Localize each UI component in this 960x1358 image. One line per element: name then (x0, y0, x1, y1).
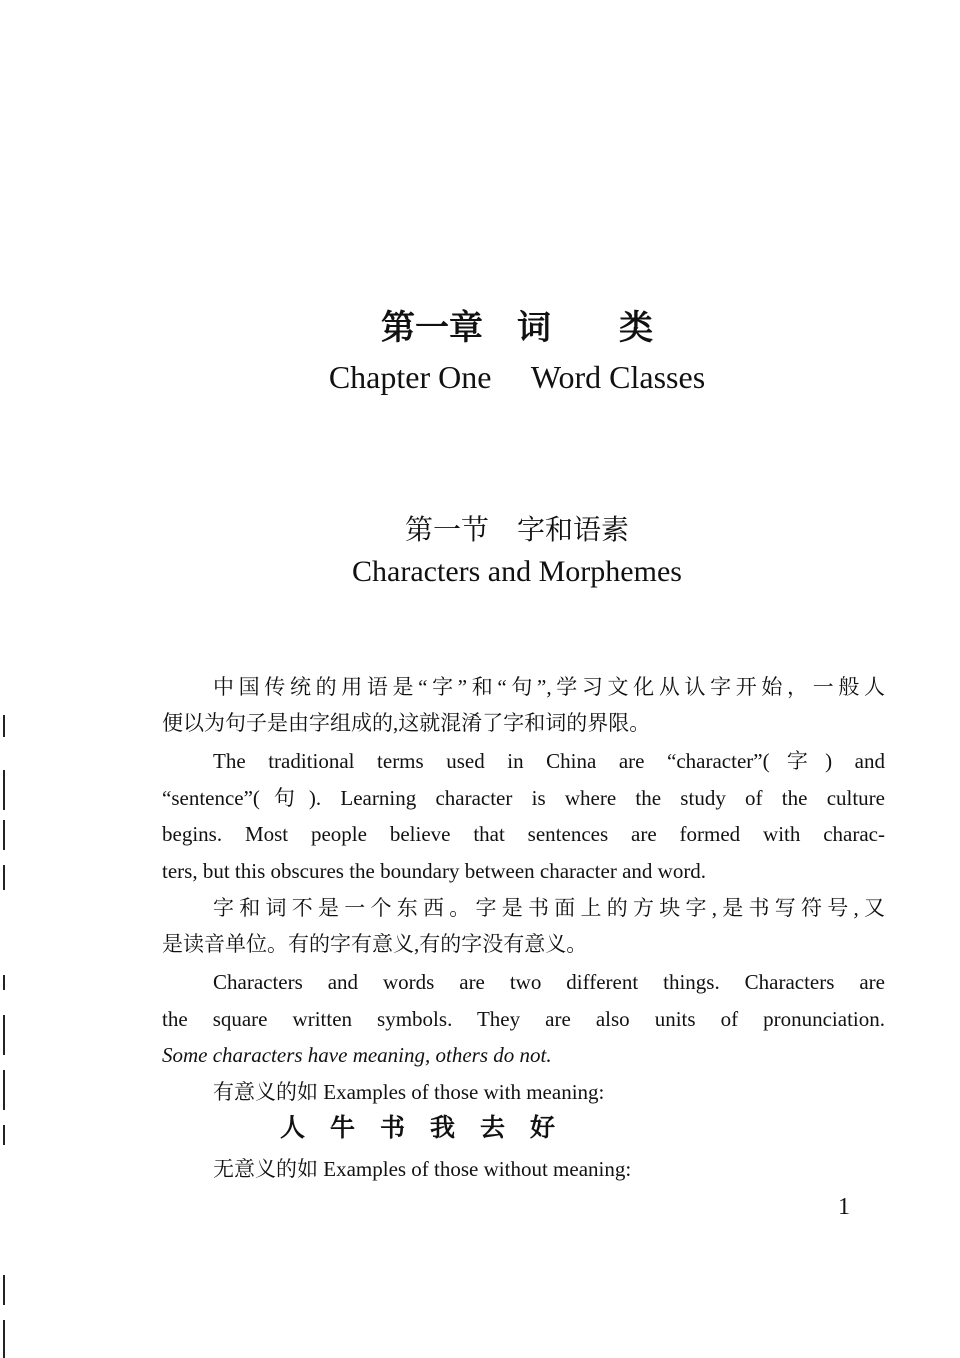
paragraph-line: 无意义的如 Examples of those without meaning: (213, 1157, 632, 1181)
scan-margin-mark (3, 770, 5, 810)
paragraph-line: Some characters have meaning, others do not. (162, 1043, 552, 1067)
scan-margin-mark (3, 975, 5, 990)
paragraph-line: 字和词不是一个东西。字是书面上的方块字,是书写符号,又 (213, 896, 885, 920)
scan-margin-mark (3, 1070, 5, 1110)
section-title-zh: 第一节 字和语素 (404, 515, 629, 546)
scan-margin-mark (3, 865, 5, 890)
scan-margin-mark (3, 715, 5, 737)
scan-margin-mark (3, 1275, 5, 1305)
paragraph-line: 便以为句子是由字组成的,这就混淆了字和词的界限。 (162, 711, 651, 735)
scan-margin-mark (3, 1320, 5, 1358)
paragraph-line: begins. Most people believe that sentences are formed with charac- (162, 822, 885, 846)
chapter-title-zh: 第一章 词 类 (381, 310, 653, 347)
page-number: 1 (838, 1194, 850, 1220)
paragraph-line: 是读音单位。有的字有意义,有的字没有意义。 (162, 932, 588, 956)
example-characters: 人 牛 书 我 去 好 (280, 1115, 556, 1142)
section-title-en: Characters and Morphemes (352, 555, 682, 588)
paragraph-line: Characters and words are two different things. Characters are (213, 970, 885, 994)
scan-margin-mark (3, 820, 5, 850)
paragraph-line: 有意义的如 Examples of those with meaning: (213, 1080, 605, 1104)
paragraph-line: “sentence”(句). Learning character is where the study of the culture (162, 786, 885, 810)
paragraph-line: The traditional terms used in China are “character”(字) and (213, 749, 885, 773)
chapter-title-en: Chapter One Word Classes (328, 359, 706, 395)
scan-margin-mark (3, 1015, 5, 1055)
paragraph-line: ters, but this obscures the boundary between character and word. (162, 859, 707, 883)
paragraph-line: the square written symbols. They are also units of pronunciation. (162, 1007, 885, 1031)
paragraph-line: 中国传统的用语是“字”和“句”,学习文化从认字开始，一般人 (213, 675, 885, 699)
scan-margin-mark (3, 1125, 5, 1145)
